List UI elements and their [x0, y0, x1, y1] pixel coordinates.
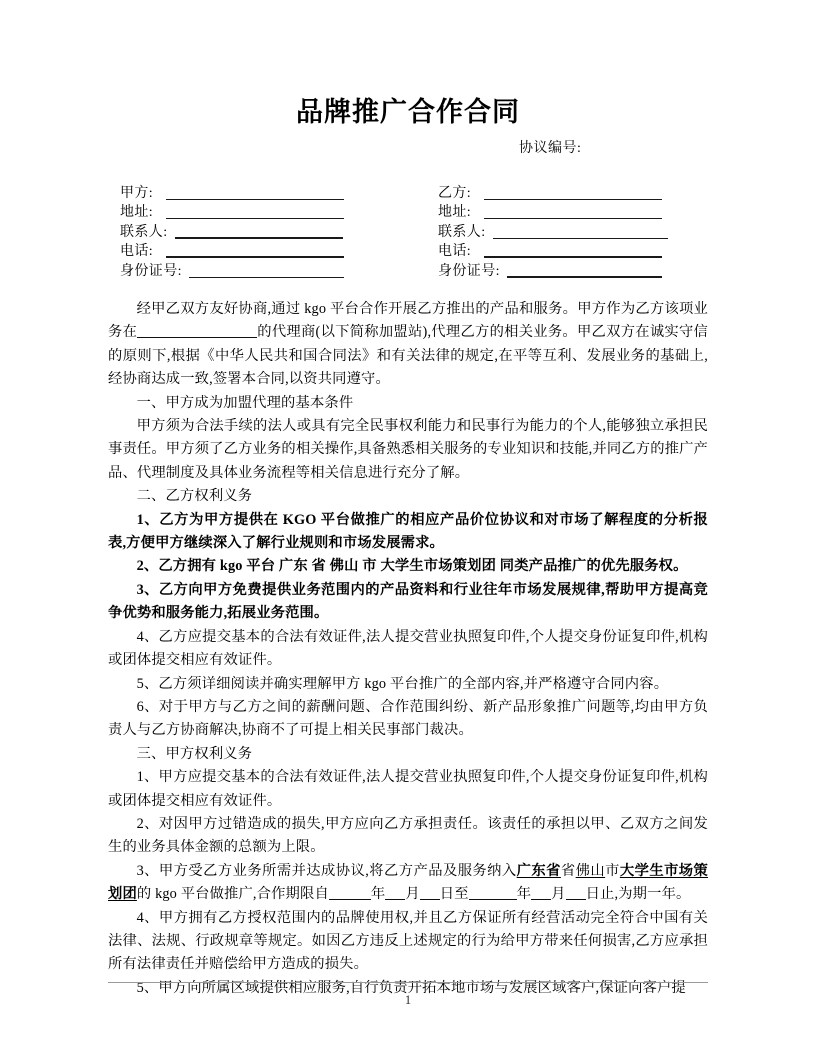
organization-value[interactable]: 大学生市场策划团 — [108, 862, 708, 903]
party-field-label: 联系人: — [120, 224, 168, 240]
section-3-heading: 三、甲方权利义务 — [136, 745, 253, 762]
item-3-text-3: 为期一年。 — [618, 886, 691, 903]
party-field-input-line[interactable] — [189, 277, 344, 278]
section-1-heading: 一、甲方成为加盟代理的基本条件 — [136, 394, 354, 411]
section-1-body: 甲方须为合法手续的法人或具有完全民事权利能力和民事行为能力的个人,能够独立承担民事责任。甲方须了乙方业务的相关操作,具备熟悉相关服务的专业知识和技能,并同乙方的推广产品、代理制度及具体业务流程等相关信息进行充分了解。 — [108, 418, 709, 481]
party-field-input-line[interactable] — [484, 199, 662, 200]
party-field-label: 地址: — [120, 205, 154, 220]
party-b-column — [438, 182, 723, 280]
start-day-blank[interactable] — [420, 885, 440, 900]
section-2-heading: 二、乙方权利义务 — [136, 488, 253, 505]
party-field-input-line[interactable] — [166, 199, 344, 200]
party-field-label: 电话: — [438, 244, 472, 259]
footer-divider — [108, 982, 708, 983]
end-day-blank[interactable] — [566, 885, 586, 900]
party-field-row — [438, 202, 723, 222]
start-month-label: 月 — [405, 886, 420, 903]
party-field-row — [120, 202, 420, 222]
party-field-label: 地址: — [438, 205, 472, 220]
party-field-input-line[interactable] — [166, 218, 344, 219]
party-field-input-line[interactable] — [484, 218, 662, 219]
party-field-input-line[interactable] — [175, 237, 343, 239]
province-unit: 省 — [560, 862, 576, 879]
section-2-item-4: 4、乙方应提交基本的合法有效证件,法人提交营业执照复印件,个人提交身份证复印件,机构或团体提交相应有效证件。 — [108, 628, 708, 669]
party-field-label: 乙方: — [438, 185, 472, 201]
end-month-label: 月 — [551, 886, 566, 903]
party-field-row — [438, 260, 723, 280]
end-month-blank[interactable] — [531, 885, 551, 900]
agreement-number-label: 协议编号: — [519, 141, 582, 156]
preamble-text-2: 的代理商(以下简称加盟站),代理乙方的相关业务。甲乙双方在诚实守信的原则下,根据《中华人民共和国合同法》和有关法律的规定,在平等互利、发展业务的基础上,经协商达成一致,签署本合同,以资共同遵守。 — [108, 324, 708, 388]
party-a-column — [120, 182, 420, 280]
section-3-item-4: 4、甲方拥有乙方授权范围内的品牌使用权,并且乙方保证所有经营活动完全符合中国有关法律、法规、行政规章等规定。如因乙方违反上述规定的行为给甲方带来任何损害,乙方应承担所有法律责任并赔偿给甲方造成的损失。 — [108, 909, 708, 973]
page-title: 品牌推广合作合同 — [296, 97, 520, 128]
party-field-input-line[interactable] — [484, 256, 662, 258]
party-field-label: 身份证号: — [120, 263, 182, 279]
party-field-label: 甲方: — [120, 185, 154, 201]
province-value[interactable]: 广东省 — [516, 862, 561, 879]
party-field-row — [120, 182, 420, 202]
contract-body — [108, 298, 708, 1000]
party-field-label: 联系人: — [438, 224, 486, 240]
party-field-input-line[interactable] — [507, 276, 662, 278]
party-field-row — [438, 241, 723, 261]
page-number: 1 — [404, 993, 412, 1007]
end-year-blank[interactable] — [469, 885, 517, 900]
section-3-item-2: 2、对因甲方过错造成的损失,甲方应向乙方承担责任。该责任的承担以甲、乙双方之间发生的业务具体金额的总额为上限。 — [108, 815, 708, 856]
item-3-text-1: 3、甲方受乙方业务所需并达成协议,将乙方产品及服务纳入 — [136, 862, 517, 879]
section-2-item-3: 3、乙方向甲方免费提供业务范围内的产品资料和行业往年市场发展规律,帮助甲方提高竞争优势和服务能力,拓展业务范围。 — [108, 581, 708, 622]
section-2-item-2: 2、乙方拥有 kgo 平台 广东 省 佛山 市 大学生市场策划团 同类产品推广的优先服务权。 — [136, 558, 688, 575]
preamble-paragraph — [108, 298, 708, 392]
agent-region-blank[interactable] — [137, 323, 257, 338]
party-field-row — [438, 221, 723, 241]
start-day-label: 日至 — [439, 886, 469, 903]
preamble-text-1: 经甲乙双方友好协商,通过 kgo 平台合作开展乙方推出的产品和服务。甲方作为乙方该项业务在 — [108, 301, 708, 341]
start-year-blank[interactable] — [329, 885, 371, 900]
party-field-row — [438, 182, 723, 202]
city-unit: 市 — [605, 862, 620, 879]
city-value[interactable]: 佛山 — [575, 862, 606, 879]
start-month-blank[interactable] — [385, 885, 405, 900]
party-field-input-line[interactable] — [166, 256, 344, 258]
party-field-label: 身份证号: — [438, 263, 500, 279]
section-3-item-1: 1、甲方应提交基本的合法有效证件,法人提交营业执照复印件,个人提交身份证复印件,机构或团体提交相应有效证件。 — [108, 769, 708, 809]
party-field-row — [120, 221, 420, 241]
party-field-row — [120, 260, 420, 280]
end-day-label: 日止, — [585, 886, 619, 903]
party-field-input-line[interactable] — [493, 238, 668, 239]
party-field-label: 电话: — [120, 244, 154, 259]
section-2-item-5: 5、乙方须详细阅读并确实理解甲方 kgo 平台推广的全部内容,并严格遵守合同内容。 — [136, 675, 669, 692]
section-2-item-1: 1、乙方为甲方提供在 KGO 平台做推广的相应产品价位协议和对市场了解程度的分析报表,方便甲方继续深入了解行业规则和市场发展需求。 — [108, 511, 708, 552]
start-year-label: 年 — [370, 886, 386, 903]
section-3-item-3 — [108, 860, 708, 907]
end-year-label: 年 — [516, 886, 532, 903]
section-2-item-6: 6、对于甲方与乙方之间的薪酬问题、合作范围纠纷、新产品形象推广问题等,均由甲方负责人与乙方协商解决,协商不了可提上相关民事部门裁决。 — [108, 698, 708, 739]
section-3-item-5: 5、甲方向所属区域提供相应服务,自行负责开拓本地市场与发展区域客户,保证向客户提 — [136, 979, 686, 996]
item-3-text-2: 的 kgo 平台做推广,合作期限自 — [136, 886, 329, 903]
party-field-row — [120, 241, 420, 261]
